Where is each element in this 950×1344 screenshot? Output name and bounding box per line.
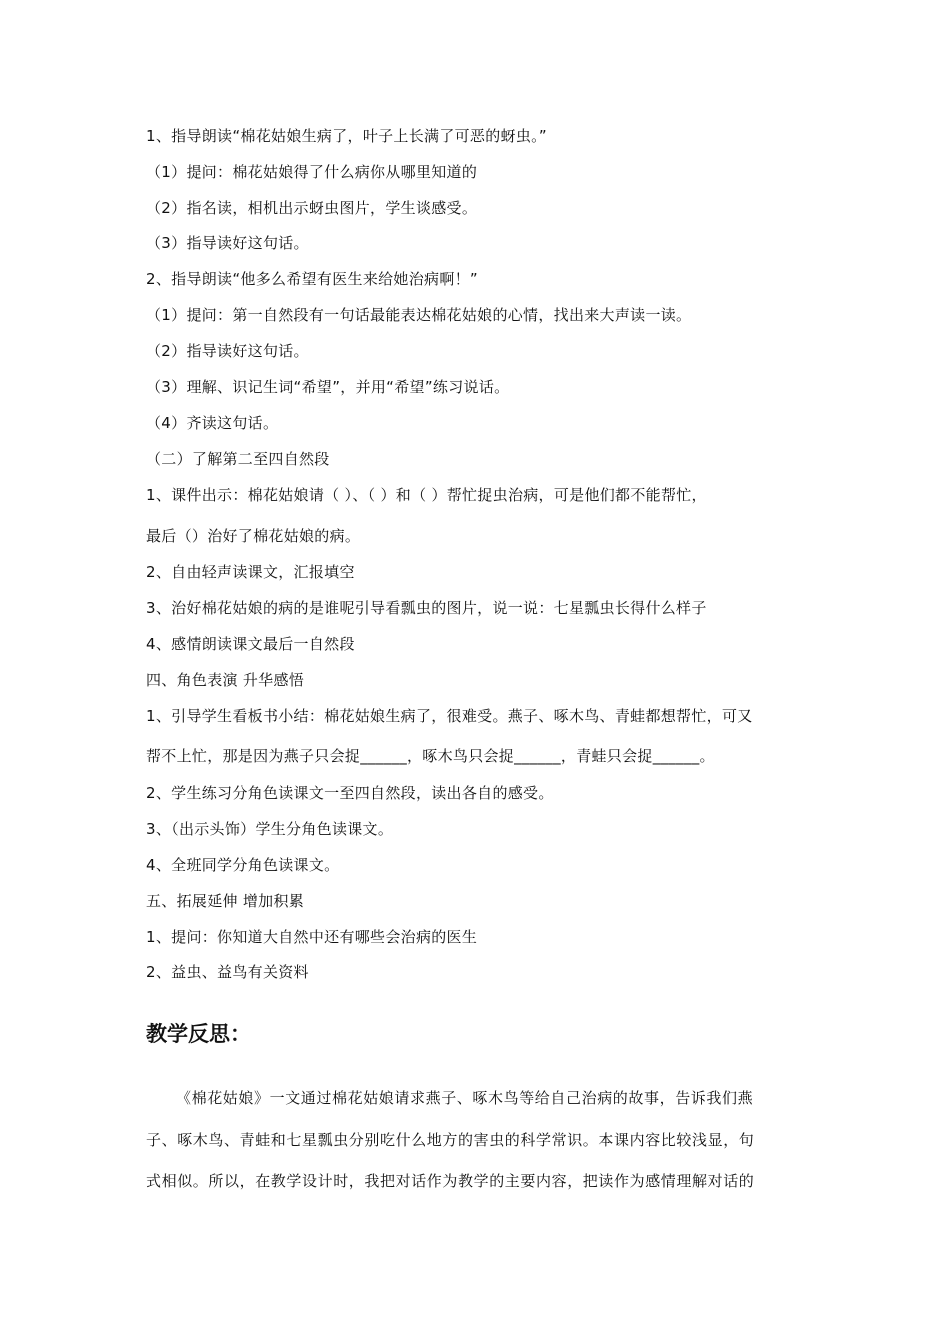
text-line: （2）指导读好这句话。 <box>146 342 309 360</box>
text-line: 4、全班同学分角色读课文。 <box>146 856 340 874</box>
text-line: 2、自由轻声读课文，汇报填空 <box>146 563 355 581</box>
text-line: （3）指导读好这句话。 <box>146 234 309 252</box>
text-line: 最后（）治好了棉花姑娘的病。 <box>146 527 361 545</box>
section-heading: （二）了解第二至四自然段 <box>146 450 330 468</box>
text-line: 2、学生练习分角色读课文一至四自然段，读出各自的感受。 <box>146 784 554 802</box>
text-line: 帮不上忙，那是因为燕子只会捉______，啄木鸟只会捉______，青蛙只会捉______。 <box>146 747 715 765</box>
section-heading: 五、拓展延伸 增加积累 <box>146 892 305 910</box>
text-line: 1、提问：你知道大自然中还有哪些会治病的医生 <box>146 928 478 946</box>
text-line: （2）指名读，相机出示蚜虫图片，学生谈感受。 <box>146 199 478 217</box>
reflection-line: 《棉花姑娘》一文通过棉花姑娘请求燕子、啄木鸟等给自己治病的故事，告诉我们燕 <box>176 1089 754 1107</box>
text-line: 1、引导学生看板书小结：棉花姑娘生病了，很难受。燕子、啄木鸟、青蛙都想帮忙，可又 <box>146 707 753 725</box>
text-line: （3）理解、识记生词“希望”，并用“希望”练习说话。 <box>146 378 510 396</box>
text-line: （4）齐读这句话。 <box>146 414 279 432</box>
text-line: 3、（出示头饰）学生分角色读课文。 <box>146 820 394 838</box>
reflection-title: 教学反思： <box>146 1022 251 1046</box>
section-heading: 四、角色表演 升华感悟 <box>146 671 305 689</box>
text-line: 1、指导朗读“棉花姑娘生病了，叶子上长满了可恶的蚜虫。” <box>146 127 547 145</box>
reflection-line: 式相似。所以，在教学设计时，我把对话作为教学的主要内容，把读作为感情理解对话的 <box>146 1172 755 1190</box>
text-line: 3、治好棉花姑娘的病的是谁呢引导看瓢虫的图片，说一说：七星瓢虫长得什么样子 <box>146 599 707 617</box>
text-line: 1、课件出示：棉花姑娘请（ ）、（ ）和（ ）帮忙捉虫治病，可是他们都不能帮忙， <box>146 486 707 504</box>
text-line: 2、益虫、益鸟有关资料 <box>146 963 309 981</box>
text-line: 2、指导朗读“他多么希望有医生来给她治病啊！” <box>146 270 478 288</box>
text-line: 4、感情朗读课文最后一自然段 <box>146 635 355 653</box>
text-line: （1）提问：棉花姑娘得了什么病你从哪里知道的 <box>146 163 478 181</box>
reflection-line: 子、啄木鸟、青蛙和七星瓢虫分别吃什么地方的害虫的科学常识。本课内容比较浅显，句 <box>146 1131 755 1149</box>
text-line: （1）提问：第一自然段有一句话最能表达棉花姑娘的心情，找出来大声读一读。 <box>146 306 692 324</box>
